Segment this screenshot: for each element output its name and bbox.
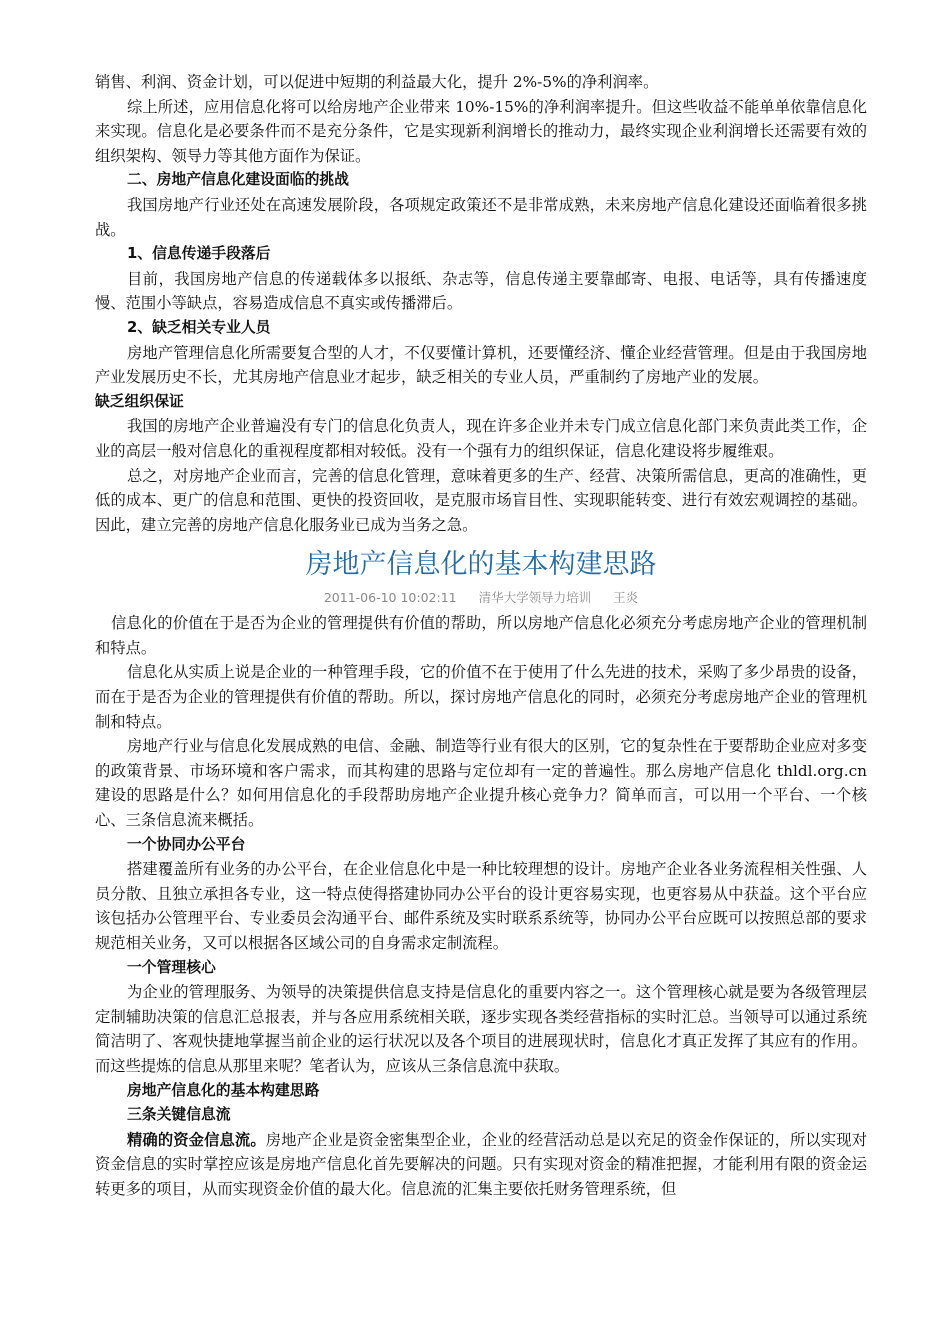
document-page <box>95 70 867 1202</box>
section-heading: 房地产信息化的基本构建思路 <box>127 1081 320 1099</box>
paragraph: 房地产行业与信息化发展成熟的电信、金融、制造等行业有很大的区别，它的复杂性在于要帮助企业应对多变的政策背景、市场环境和客户需求，而其构建的思路与定位却有一定的普遍性。那么房地产信息化 thldl.org.cn 建设的思路是什么？如何用信息化的手段帮助房地产企业提升核心竞争力？简单而言，可以用一个平台、一个核心、三条信息流来概括。 <box>95 737 867 830</box>
section-heading: 三条关键信息流 <box>127 1106 231 1124</box>
subsection-heading: 1、信息传递手段落后 <box>127 245 271 263</box>
article-date: 2011-06-10 10:02:11 <box>323 590 457 606</box>
subsection-heading: 2、缺乏相关专业人员 <box>127 318 271 336</box>
paragraph: 为企业的管理服务、为领导的决策提供信息支持是信息化的重要内容之一。这个管理核心就是要为各级管理层定制辅助决策的信息汇总报表，并与各应用系统相关联，逐步实现各类经营指标的实时汇总。当领导可以通过系统简洁明了、客观快捷地掌握当前企业的运行状况以及各个项目的进展现状时，信息化才真正发挥了其应有的作用。而这些提炼的信息从那里来呢？笔者认为，应该从三条信息流中获取。 <box>95 983 867 1075</box>
paragraph: 销售、利润、资金计划，可以促进中短期的利益最大化，提升 2%-5%的净利润率。 <box>95 73 659 91</box>
paragraph: 信息化从实质上说是企业的一种管理手段，它的价值不在于使用了什么先进的技术，采购了多少昂贵的设备，而在于是否为企业的管理提供有价值的帮助。所以，探讨房地产信息化的同时，必须充分考虑房地产企业的管理机制和特点。 <box>95 663 867 731</box>
paragraph: 搭建覆盖所有业务的办公平台，在企业信息化中是一种比较理想的设计。房地产企业各业务流程相关性强、人员分散、且独立承担各专业，这一特点使得搭建协同办公平台的设计更容易实现，也更容易从中获益。这个平台应该包括办公管理平台、专业委员会沟通平台、邮件系统及实时联系系统等，协同办公平台应既可以按照总部的要求规范相关业务，又可以根据各区域公司的自身需求定制流程。 <box>95 860 867 952</box>
paragraph: 综上所述，应用信息化将可以给房地产企业带来 10%-15%的净利润率提升。但这些收益不能单单依靠信息化来实现。信息化是必要条件而不是充分条件，它是实现新利润增长的推动力，最终实现企业利润增长还需要有效的组织架构、领导力等其他方面作为保证。 <box>95 97 867 165</box>
subsection-heading: 缺乏组织保证 <box>95 392 184 410</box>
section-heading: 一个协同办公平台 <box>127 835 246 853</box>
paragraph: 信息化的价值在于是否为企业的管理提供有价值的帮助，所以房地产信息化必须充分考虑房地产企业的管理机制和特点。 <box>95 614 867 657</box>
article-meta <box>95 587 867 609</box>
paragraph-body: 房地产企业是资金密集型企业，企业的经营活动总是以充足的资金作保证的，所以实现对资金信息的实时掌控应该是房地产信息化首先要解决的问题。只有实现对资金的精准把握，才能利用有限的资金运转更多的项目，从而实现资金价值的最大化。信息流的汇集主要依托财务管理系统，但 <box>95 1130 867 1198</box>
article-source: 清华大学领导力培训 <box>478 590 592 606</box>
article-title: 房地产信息化的基本构建思路 <box>305 549 657 581</box>
section-heading: 一个管理核心 <box>127 958 216 976</box>
paragraph: 我国房地产行业还处在高速发展阶段，各项规定政策还不是非常成熟，未来房地产信息化建设还面临着很多挑战。 <box>95 195 867 239</box>
paragraph: 我国的房地产企业普遍没有专门的信息化负责人，现在许多企业并未专门成立信息化部门来负责此类工作，企业的高层一般对信息化的重视程度都相对较低。没有一个强有力的组织保证，信息化建设将步履维艰。 <box>95 417 867 460</box>
paragraph: 房地产管理信息化所需要复合型的人才，不仅要懂计算机，还要懂经济、懂企业经营管理。但是由于我国房地产业发展历史不长，尤其房地产信息业才起步，缺乏相关的专业人员，严重制约了房地产业的发展。 <box>95 343 867 387</box>
article-author: 王炎 <box>613 590 639 606</box>
paragraph <box>95 1128 867 1202</box>
paragraph: 目前，我国房地产信息的传递载体多以报纸、杂志等，信息传递主要靠邮寄、电报、电话等，具有传播速度慢、范围小等缺点，容易造成信息不真实或传播滞后。 <box>95 269 867 313</box>
lead-phrase: 精确的资金信息流。 <box>127 1130 266 1149</box>
section-heading: 二、房地产信息化建设面临的挑战 <box>127 171 349 189</box>
paragraph: 总之，对房地产企业而言，完善的信息化管理，意味着更多的生产、经营、决策所需信息，更高的准确性，更低的成本、更广的信息和范围、更快的投资回收，是克服市场盲目性、实现职能转变、进行有效宏观调控的基础。因此，建立完善的房地产信息化服务业已成为当务之急。 <box>95 466 867 534</box>
